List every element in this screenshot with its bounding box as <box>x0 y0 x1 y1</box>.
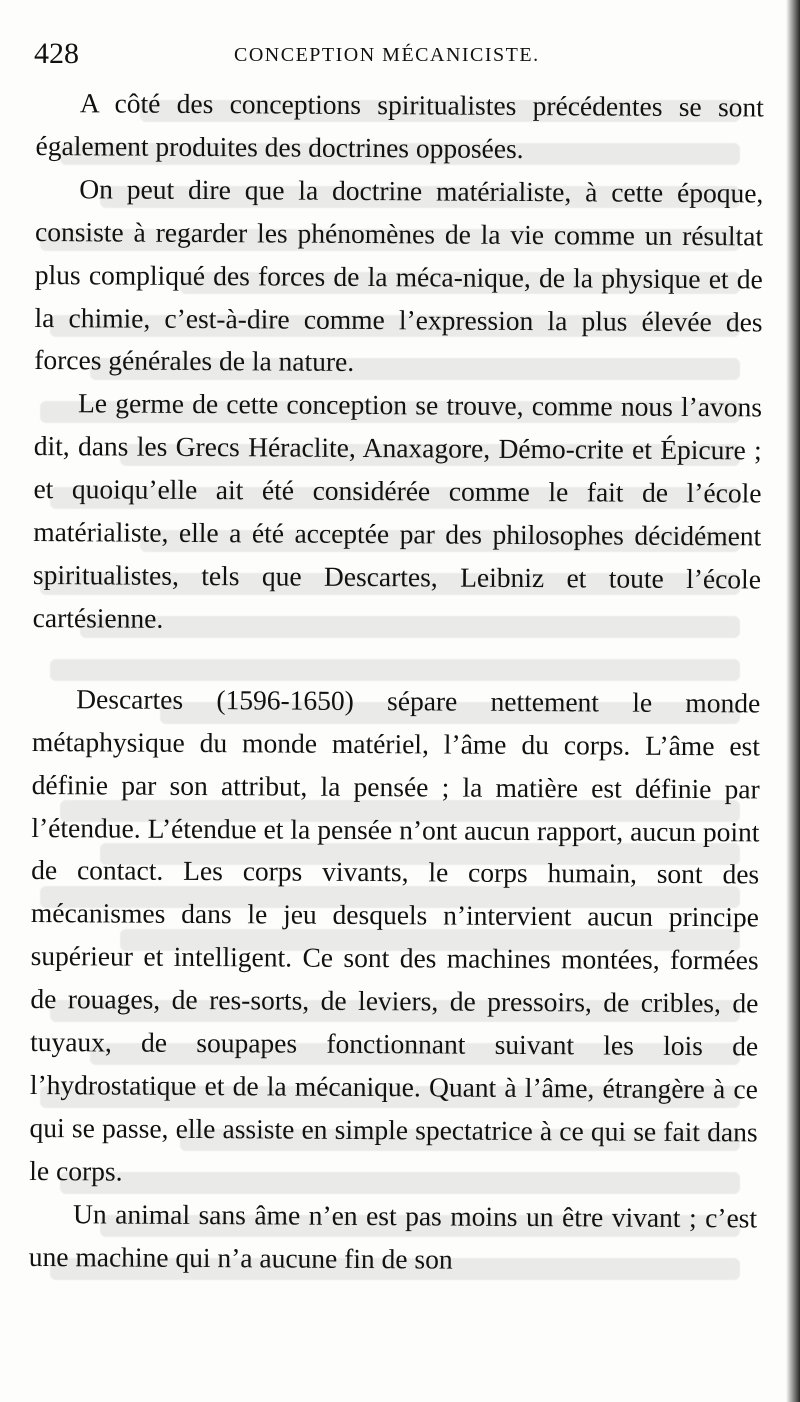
body-text <box>29 82 764 1283</box>
paragraph-2: On peut dire que la doctrine matérialiste, à cette époque, consiste à regarder les phénomènes de la vie comme un résultat plus compliqué des forces de la méca-nique, de la physique et de la chimie, c’est-à-dire comme l’expression la plus élevée des forces générales de la nature. <box>34 173 764 378</box>
page-edge-shadow <box>786 0 800 1402</box>
paragraph-5: Un animal sans âme n’en est pas moins un être vivant ; c’est une machine qui n’a aucune fin de son <box>28 1197 758 1275</box>
page-number: 428 <box>34 37 79 70</box>
paragraph-1: A côté des conceptions spiritualistes précédentes se sont également produites des doctrines opposées. <box>35 87 764 164</box>
running-title: CONCEPTION MÉCANICISTE. <box>234 44 540 66</box>
paragraph-3: Le germe de cette conception se trouve, comme nous l’avons dit, dans les Grecs Héraclite, Anaxagore, Démo-crite et Épicure ; et quoiqu’elle ait été considérée comme le fait de l’école matérialiste, elle a été acceptée par des philosophes décidément spiritualistes, tels que Descartes, Leibniz et toute l’école cartésienne. <box>32 387 763 634</box>
paragraph-4: Descartes (1596-1650) sépare nettement le monde métaphysique du monde matériel, l’âme du corps. L’âme est définie par son attribut, la pensée ; la matière est définie par l’étendue. L’étendue et la pensée n’ont aucun rapport, aucun point de contact. Les corps vivants, le corps humain, sont des mécanismes dans le jeu desquels n’intervient aucun principe supérieur et intelligent. Ce sont des machines montées, formées de rouages, de res-sorts, de leviers, de pressoirs, de cribles, de tuyaux, de soupapes fonctionnant suivant les lois de l’hydrostatique et de la mécanique. Quant à l’âme, étrangère à ce qui se passe, elle assiste en simple spectatrice à ce qui se fait dans le corps. <box>29 683 761 1187</box>
page-header <box>34 34 754 74</box>
